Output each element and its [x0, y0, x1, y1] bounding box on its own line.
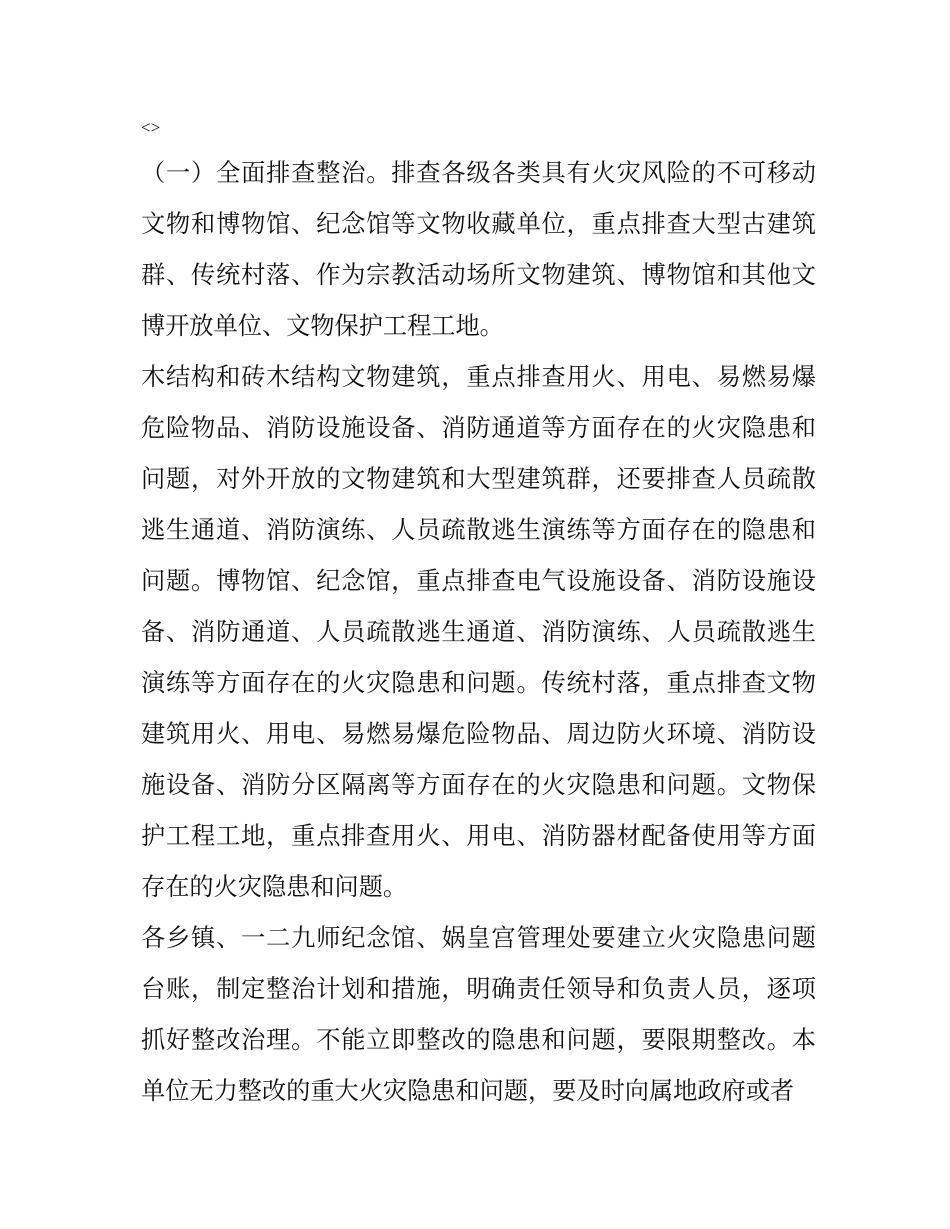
paragraph-rectification: 各乡镇、一二九师纪念馆、娲皇宫管理处要建立火灾隐患问题台账，制定整治计划和措施，明确责任领导和负责人员，逐项抓好整改治理。不能立即整改的隐患和问题，要限期整改。本单位无力整改的重大火灾隐患和问题，要及时向属地政府或者 [141, 924, 816, 1105]
document-body [141, 108, 816, 1117]
section-marker: <> [141, 118, 161, 137]
paragraph-inspection-focus: 木结构和砖木结构文物建筑，重点排查用火、用电、易燃易爆危险物品、消防设施设备、消防通道等方面存在的火灾隐患和问题，对外开放的文物建筑和大型建筑群，还要排查人员疏散逃生通道、消防演练、人员疏散逃生演练等方面存在的隐患和问题。博物馆、纪念馆，重点排查电气设施设备、消防设施设备、消防通道、人员疏散逃生通道、消防演练、人员疏散逃生演练等方面存在的火灾隐患和问题。传统村落，重点排查文物建筑用火、用电、易燃易爆危险物品、周边防火环境、消防设施设备、消防分区隔离等方面存在的火灾隐患和问题。文物保护工程工地，重点排查用火、用电、消防器材配备使用等方面存在的火灾隐患和问题。 [141, 363, 816, 901]
paragraph-inspection-scope: （一）全面排查整治。排查各级各类具有火灾风险的不可移动文物和博物馆、纪念馆等文物收藏单位，重点排查大型古建筑群、传统村落、作为宗教活动场所文物建筑、博物馆和其他文博开放单位、文物保护工程工地。 [141, 159, 816, 340]
